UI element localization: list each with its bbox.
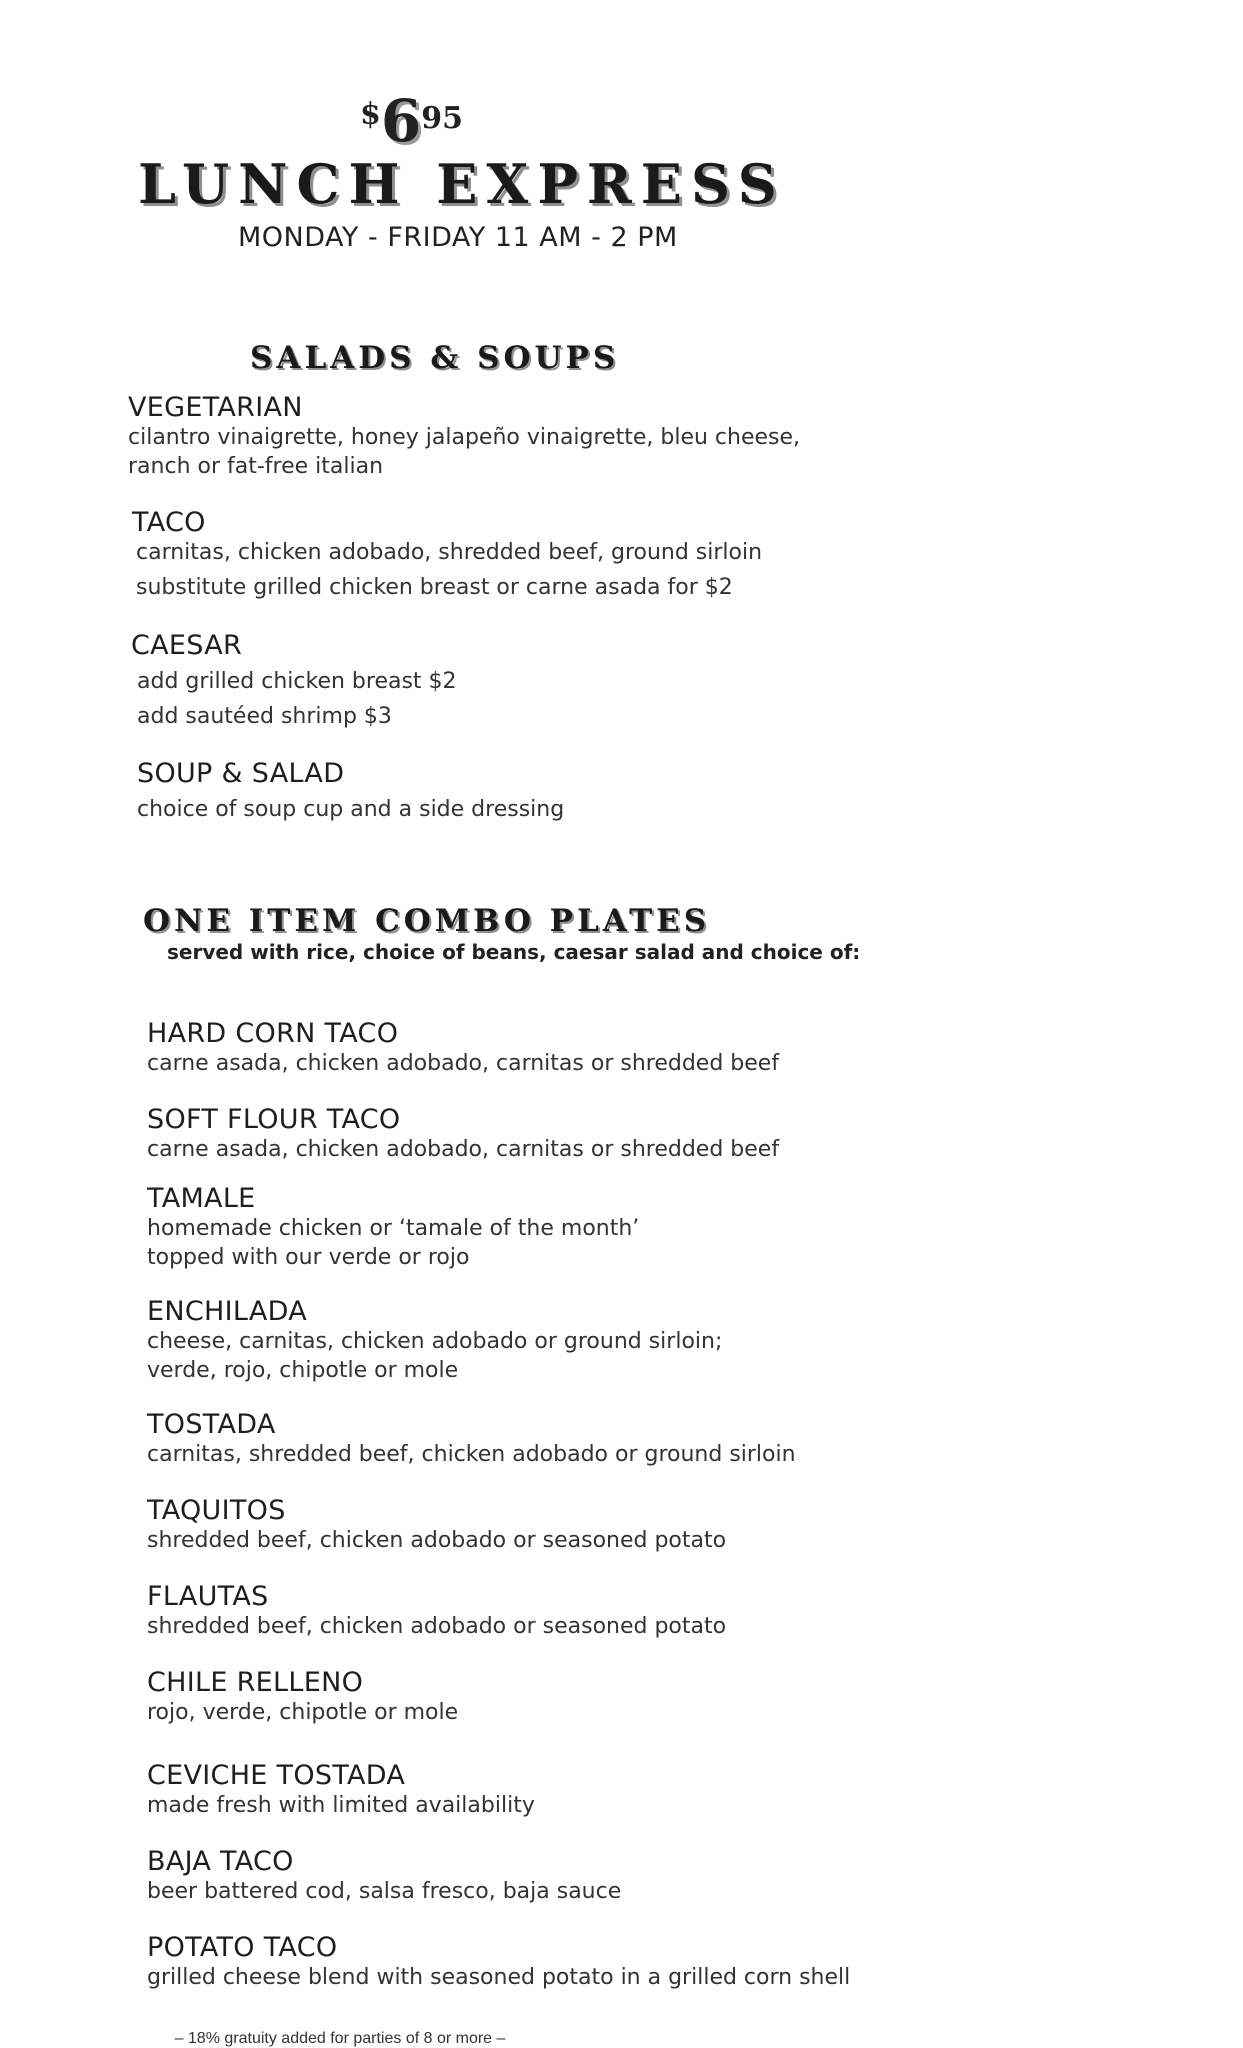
item-name: CEVICHE TOSTADA xyxy=(147,1760,406,1791)
menu-item-flautas xyxy=(147,1581,726,1641)
price-currency: $ xyxy=(360,97,381,132)
menu-item-caesar xyxy=(131,630,457,731)
item-description: cilantro vinaigrette, honey jalapeño vinaigrette, bleu cheese, xyxy=(128,425,801,450)
item-name: VEGETARIAN xyxy=(128,392,303,423)
item-description: cheese, carnitas, chicken adobado or ground sirloin; xyxy=(147,1329,723,1354)
menu-item-baja-taco xyxy=(147,1846,621,1906)
item-description: homemade chicken or ‘tamale of the month’ xyxy=(147,1216,640,1241)
item-name: BAJA TACO xyxy=(147,1846,294,1877)
item-name: CHILE RELLENO xyxy=(147,1667,364,1698)
item-description: verde, rojo, chipotle or mole xyxy=(147,1358,459,1383)
menu-item-tamale xyxy=(147,1183,639,1272)
item-name: FLAUTAS xyxy=(147,1581,269,1612)
price-dollars: 6 xyxy=(380,87,422,155)
item-name: SOUP & SALAD xyxy=(137,758,345,789)
menu-item-potato-taco xyxy=(147,1932,850,1992)
item-description: carnitas, shredded beef, chicken adobado or ground sirloin xyxy=(147,1442,796,1467)
menu-item-soup-salad xyxy=(137,758,564,824)
menu-item-ceviche-tostada xyxy=(147,1760,535,1820)
item-name: POTATO TACO xyxy=(147,1932,338,1963)
salads-soups-heading: SALADS & SOUPS xyxy=(250,340,620,376)
item-description: carne asada, chicken adobado, carnitas or shredded beef xyxy=(147,1051,780,1076)
item-name: ENCHILADA xyxy=(147,1296,307,1327)
item-description: topped with our verde or rojo xyxy=(147,1245,470,1270)
item-description: carnitas, chicken adobado, shredded beef, ground sirloin xyxy=(136,540,763,565)
item-name: TAQUITOS xyxy=(147,1495,286,1526)
menu-item-taco xyxy=(132,507,762,602)
combo-plates-subheading: served with rice, choice of beans, caesar salad and choice of: xyxy=(167,940,861,964)
price-tag xyxy=(360,87,463,155)
item-name: TAMALE xyxy=(147,1183,256,1214)
menu-item-taquitos xyxy=(147,1495,726,1555)
menu-item-vegetarian xyxy=(128,392,800,481)
menu-item-enchilada xyxy=(147,1296,722,1385)
item-description: shredded beef, chicken adobado or seasoned potato xyxy=(147,1614,727,1639)
gratuity-note: – 18% gratuity added for parties of 8 or more – xyxy=(174,2030,506,2047)
item-name: TOSTADA xyxy=(147,1409,276,1440)
item-description: substitute grilled chicken breast or carne asada for $2 xyxy=(136,575,733,600)
item-description: beer battered cod, salsa fresco, baja sauce xyxy=(147,1879,622,1904)
item-description: ranch or fat-free italian xyxy=(128,454,384,479)
item-description: choice of soup cup and a side dressing xyxy=(137,797,565,822)
menu-item-soft-flour-taco xyxy=(147,1104,779,1164)
item-description: grilled cheese blend with seasoned potato in a grilled corn shell xyxy=(147,1965,851,1990)
item-name: TACO xyxy=(132,507,206,538)
page-title: LUNCH EXPRESS xyxy=(138,152,786,216)
combo-plates-heading: ONE ITEM COMBO PLATES xyxy=(143,903,711,939)
item-description: add sautéed shrimp $3 xyxy=(137,704,392,729)
item-description: add grilled chicken breast $2 xyxy=(137,669,457,694)
item-description: made fresh with limited availability xyxy=(147,1793,535,1818)
item-name: SOFT FLOUR TACO xyxy=(147,1104,401,1135)
menu-item-tostada xyxy=(147,1409,796,1469)
price-cents: 95 xyxy=(421,101,463,136)
item-name: CAESAR xyxy=(131,630,243,661)
item-description: carne asada, chicken adobado, carnitas or shredded beef xyxy=(147,1137,780,1162)
item-description: shredded beef, chicken adobado or seasoned potato xyxy=(147,1528,727,1553)
menu-item-hard-corn-taco xyxy=(147,1018,779,1078)
item-description: rojo, verde, chipotle or mole xyxy=(147,1700,459,1725)
hours-text: MONDAY - FRIDAY 11 AM - 2 PM xyxy=(238,222,678,253)
item-name: HARD CORN TACO xyxy=(147,1018,399,1049)
menu-item-chile-relleno xyxy=(147,1667,458,1727)
